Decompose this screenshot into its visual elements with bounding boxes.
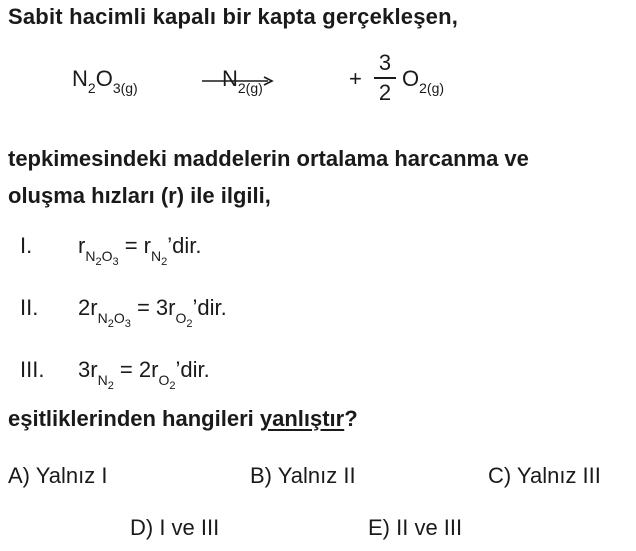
statement-1-expression [78,233,202,268]
option-c[interactable]: C) Yalnız III [488,463,601,488]
statement-2-rhs-sub-2: 2 [186,318,193,330]
reaction-equation [72,50,445,120]
statement-3-rhs: 2r [138,357,159,382]
statement-3-rhs-sub-o: O [158,372,170,388]
statement-1-lhs-sub [85,248,119,268]
statement-3-roman: III. [20,357,45,382]
reactant-formula [72,66,138,96]
fraction-bar [374,77,396,79]
statement-1-roman: I. [20,233,33,258]
product-1-sub: 2(g) [237,80,263,96]
product-1-formula [222,66,263,96]
question-ask-emphasis: yanlıştır [259,406,345,431]
statement-3-rhs-sub-2: 2 [169,380,176,392]
option-e[interactable]: E) II ve III [368,515,463,540]
option-b[interactable]: B) Yalnız II [250,463,356,488]
statement-2-equals: = [130,295,156,320]
statement-2-rhs: 3r [155,295,176,320]
coefficient-fraction [372,50,398,106]
statement-2-rhs-sub [175,310,193,330]
option-a[interactable]: A) Yalnız I [8,463,108,488]
statement-2-lhs: 2r [78,295,98,320]
statement-1-lhs: r [78,233,86,258]
statement-1-rhs-sub [151,248,168,268]
reactant-sub-1: 2 [87,80,96,96]
fraction-denominator: 2 [378,80,392,105]
product-2-sub: 2(g) [419,80,445,96]
statement-1-rhs: r [143,233,151,258]
reactant-n: N [72,66,88,91]
statement-3-lhs-sub-n: N [97,372,108,388]
statement-1 [20,233,320,273]
question-ask-suffix: ? [344,406,358,431]
question-ask-prefix: eşitliklerinden hangileri [8,406,260,431]
product-2-formula [402,66,445,96]
statement-2-roman: II. [20,295,39,320]
fraction-numerator: 3 [378,50,392,75]
statement-2-lhs-sub-o: O [113,310,125,326]
reactant-sub-2: 3(g) [112,80,138,96]
statement-3-equals: = [113,357,139,382]
statement-3-lhs: 3r [78,357,98,382]
product-1-n: N [222,66,238,91]
statement-2-lhs-sub-3: 3 [124,318,131,330]
statement-2 [20,295,360,335]
statement-1-lhs-sub-3: 3 [112,256,119,268]
plus-sign: + [349,66,362,91]
statement-1-rhs-sub-n: N [151,248,162,264]
question-line-2: oluşma hızları (r) ile ilgili, [8,183,271,208]
statement-2-tail: ’dir. [192,295,227,320]
statement-3-lhs-sub-2: 2 [107,380,114,392]
statement-2-expression [78,295,227,330]
statement-1-lhs-sub-2: 2 [95,256,102,268]
statement-3 [20,357,320,397]
question-line-1: tepkimesindeki maddelerin ortalama harcanma ve [8,146,529,171]
statement-1-lhs-sub-n: N [85,248,96,264]
statement-1-lhs-sub-o: O [101,248,113,264]
option-d[interactable]: D) I ve III [130,515,220,540]
statement-3-rhs-sub [158,372,176,392]
statement-3-expression [78,357,210,392]
statement-3-lhs-sub [97,372,114,392]
statement-1-rhs-sub-2: 2 [161,256,168,268]
statement-2-lhs-sub-n: N [97,310,108,326]
statement-2-lhs-sub-2: 2 [107,318,114,330]
statement-2-lhs-sub [97,310,131,330]
statement-1-tail: ’dir. [167,233,202,258]
question-intro: Sabit hacimli kapalı bir kapta gerçekleşen, [8,4,459,29]
question-ask [8,406,358,432]
statement-3-tail: ’dir. [175,357,210,382]
product-2-o: O [402,66,420,91]
statement-2-rhs-sub-o: O [175,310,187,326]
statement-1-equals: = [118,233,144,258]
reactant-o: O [95,66,113,91]
